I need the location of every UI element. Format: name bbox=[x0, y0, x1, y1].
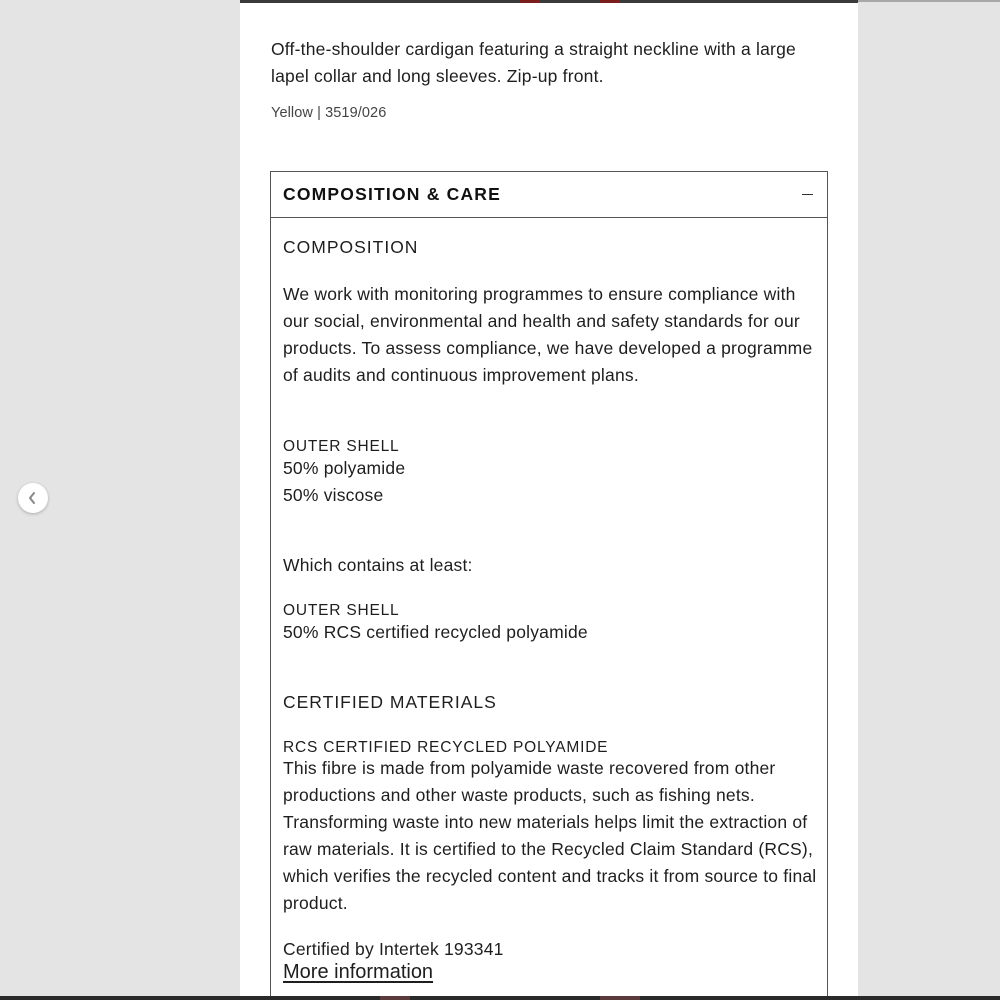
rcs-sublabel: RCS CERTIFIED RECYCLED POLYAMIDE bbox=[283, 739, 609, 756]
product-description: Off-the-shoulder cardigan featuring a straight neckline with a large lapel collar and long sleeves. Zip-up front. bbox=[271, 39, 796, 86]
composition-heading: COMPOSITION bbox=[283, 237, 419, 257]
bottom-image-edge bbox=[0, 996, 1000, 1000]
material-line: 50% viscose bbox=[283, 485, 384, 505]
outer-shell-label: OUTER SHELL bbox=[283, 602, 400, 619]
contains-text: Which contains at least: bbox=[283, 555, 473, 575]
outer-shell-label: OUTER SHELL bbox=[283, 438, 400, 455]
composition-intro: We work with monitoring programmes to ensure compliance with our social, environmental and health and safety standards for our products. To assess compliance, we have developed a programme of audits and continuous improvement plans. bbox=[283, 284, 813, 385]
minus-icon[interactable] bbox=[802, 194, 813, 195]
more-information-link[interactable]: More information bbox=[283, 961, 434, 983]
accordion-header[interactable] bbox=[271, 172, 827, 218]
color-and-reference: Yellow | 3519/026 bbox=[271, 105, 387, 121]
composition-care-accordion bbox=[270, 171, 828, 996]
certified-materials-heading: CERTIFIED MATERIALS bbox=[283, 692, 497, 712]
rcs-description: This fibre is made from polyamide waste recovered from other productions and other waste products, such as fishing nets. Transforming waste into new materials helps limit the extraction of raw materials. It is certified to the Recycled Claim Standard (RCS), which verifies the recycled content and tracks it from source to final product. bbox=[283, 758, 817, 913]
certifier-text: Certified by Intertek 193341 bbox=[283, 939, 504, 959]
chevron-left-icon bbox=[27, 491, 37, 505]
product-detail-page bbox=[240, 3, 858, 996]
material-line: 50% polyamide bbox=[283, 458, 406, 478]
accordion-title: COMPOSITION & CARE bbox=[283, 184, 501, 204]
recycled-material-line: 50% RCS certified recycled polyamide bbox=[283, 622, 588, 642]
right-image-edge bbox=[858, 0, 1000, 2]
previous-image-button[interactable] bbox=[18, 483, 48, 513]
